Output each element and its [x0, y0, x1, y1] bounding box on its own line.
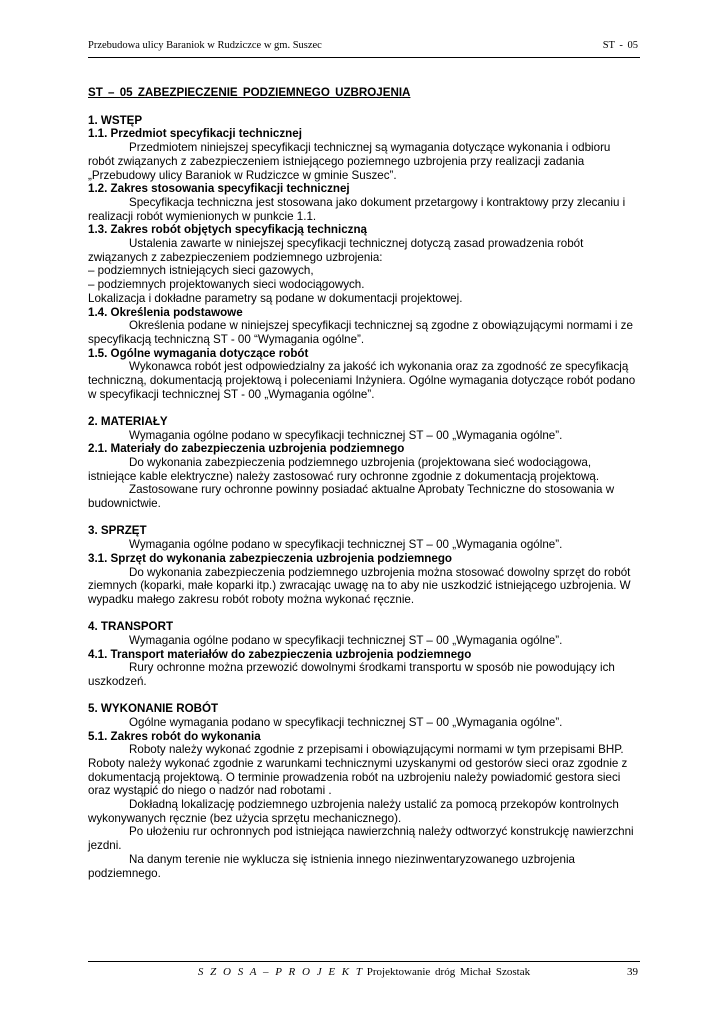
subsection-heading-1-4: 1.4. Określenia podstawowe [88, 305, 243, 319]
subsection-heading-1-3: 1.3. Zakres robót objętych specyfikacją techniczną [88, 223, 368, 237]
section-heading-4: 4. TRANSPORT [88, 620, 174, 634]
section-heading-3: 3. SPRZĘT [88, 524, 147, 538]
paragraph-5-1-b: Dokładną lokalizację podziemnego uzbrojenia należy ustalić za pomocą przekopów kontrolnych wykonywanych ręcznie (bez użycia sprzętu mechanicznego). [88, 798, 619, 825]
paragraph-4-1: Rury ochronne można przewozić dowolnymi środkami transportu w sposób nie powodujący ich uszkodzeń. [88, 661, 615, 688]
paragraph-1-5: Wykonawca robót jest odpowiedzialny za jakość ich wykonania oraz za zgodność ze specyfikacją techniczną, dokumentacją projektową i poleceniami Inżyniera. Ogólne wymagania dotyczące robót podano w specyfikacji technicznej ST - 00 „Wymagania ogólne”. [88, 360, 636, 401]
page-footer [88, 966, 640, 982]
paragraph-5-1-d: Na danym terenie nie wyklucza się istnienia innego niezinwentaryzowanego uzbrojenia podziemnego. [88, 852, 575, 880]
footer-designer: Projektowanie dróg Michał Szostak [366, 966, 531, 978]
header-project-title: Przebudowa ulicy Baraniok w Rudziczce w gm. Suszec [88, 40, 322, 51]
subsection-heading-1-5: 1.5. Ogólne wymagania dotyczące robót [88, 346, 309, 360]
subsection-heading-4-1: 4.1. Transport materiałów do zabezpieczenia uzbrojenia podziemnego [88, 647, 472, 661]
paragraph-1-2: Specyfikacja techniczna jest stosowana jako dokument przetargowy i kontraktowy przy zlecaniu i realizacji robót wymienionych w punkcie 1.1. [88, 195, 626, 223]
section-heading-5: 5. WYKONANIE ROBÓT [88, 702, 219, 716]
section-heading-2: 2. MATERIAŁY [88, 414, 168, 428]
subsection-heading-2-1: 2.1. Materiały do zabezpieczenia uzbrojenia podziemnego [88, 442, 405, 456]
subsection-heading-1-1: 1.1. Przedmiot specyfikacji technicznej [88, 127, 302, 141]
subsection-heading-5-1: 5.1. Zakres robót do wykonania [88, 729, 261, 743]
document-body [88, 86, 640, 880]
subsection-heading-1-2: 1.2. Zakres stosowania specyfikacji technicznej [88, 182, 350, 196]
paragraph-1-3: Ustalenia zawarte w niniejszej specyfikacji technicznej dotyczą zasad prowadzenia robót związanych z zabezpieczeniem podziemnego uzbrojenia: [88, 237, 584, 264]
footer-brand: S Z O S A – P R O J E K T [197, 966, 365, 978]
paragraph-5-1-a: Roboty należy wykonać zgodnie z przepisami i obowiązującymi normami w tym przepisami BHP. Roboty należy wykonać zgodnie z warunkami technicznymi uzyskanymi od gestorów sieci oraz zgodnie z dokumentacją projektową. O terminie prowadzenia robót na uzbrojeniu należy powiadomić gestora sieci oraz wystąpić do niego o nadzór nad robotami . [88, 743, 628, 798]
paragraph-1-4: Określenia podane w niniejszej specyfikacji technicznej są zgodne z obowiązującymi normami i ze specyfikacją techniczną ST - 00 “Wymagania ogólne”. [88, 319, 633, 346]
page-number: 39 [627, 966, 638, 978]
paragraph-4-intro: Wymagania ogólne podano w specyfikacji technicznej ST – 00 „Wymagania ogólne”. [129, 633, 563, 647]
paragraph-3-1: Do wykonania zabezpieczenia podziemnego uzbrojenia można stosować dowolny sprzęt do robót ziemnych (koparki, małe koparki itp.) zwracając uwagę na to aby nie uszkodzić istniejącego uzbrojenia. W wypadku małego zakresu robót roboty można wykonać ręcznie. [88, 565, 631, 606]
page-header [88, 40, 640, 56]
paragraph-1-1: Przedmiotem niniejszej specyfikacji technicznej są wymagania dotyczące wykonania i odbioru robót związanych z zabezpieczeniem istniejącego poziemnego uzbrojenia przy realizacji zadania „Przebudowy ulicy Baraniok w Rudziczce w gminie Suszec”. [88, 141, 611, 182]
paragraph-2-1-a: Do wykonania zabezpieczenia podziemnego uzbrojenia (projektowana sieć wodociągowa, istniejące kable elektryczne) należy zastosować rury ochronne zgodnie z dokumentacją projektową. [88, 456, 600, 483]
paragraph-3-intro: Wymagania ogólne podano w specyfikacji technicznej ST – 00 „Wymagania ogólne”. [129, 538, 563, 552]
footer-divider [88, 961, 640, 962]
paragraph-5-1-c: Po ułożeniu rur ochronnych pod istniejąca nawierzchnią należy odtworzyć konstrukcję nawierzchni jezdni. [88, 825, 634, 853]
section-heading-1: 1. WSTĘP [88, 113, 143, 127]
subsection-heading-3-1: 3.1. Sprzęt do wykonania zabezpieczenia uzbrojenia podziemnego [88, 551, 452, 565]
paragraph-1-3-note: Lokalizacja i dokładne parametry są podane w dokumentacji projektowej. [88, 291, 463, 305]
header-spec-code: ST - 05 [602, 40, 638, 51]
paragraph-2-1-b: Zastosowane rury ochronne powinny posiadać aktualne Aprobaty Techniczne do stosowania w budownictwie. [88, 483, 615, 511]
list-item: – podziemnych projektowanych sieci wodociągowych. [88, 278, 365, 292]
footer-company [88, 966, 640, 978]
document-title: ST – 05 ZABEZPIECZENIE PODZIEMNEGO UZBROJENIA [88, 86, 411, 99]
paragraph-2-intro: Wymagania ogólne podano w specyfikacji technicznej ST – 00 „Wymagania ogólne”. [129, 428, 563, 442]
paragraph-5-intro: Ogólne wymagania podano w specyfikacji technicznej ST – 00 „Wymagania ogólne”. [129, 715, 563, 729]
list-item: – podziemnych istniejących sieci gazowych, [88, 264, 314, 278]
header-divider [88, 57, 640, 58]
